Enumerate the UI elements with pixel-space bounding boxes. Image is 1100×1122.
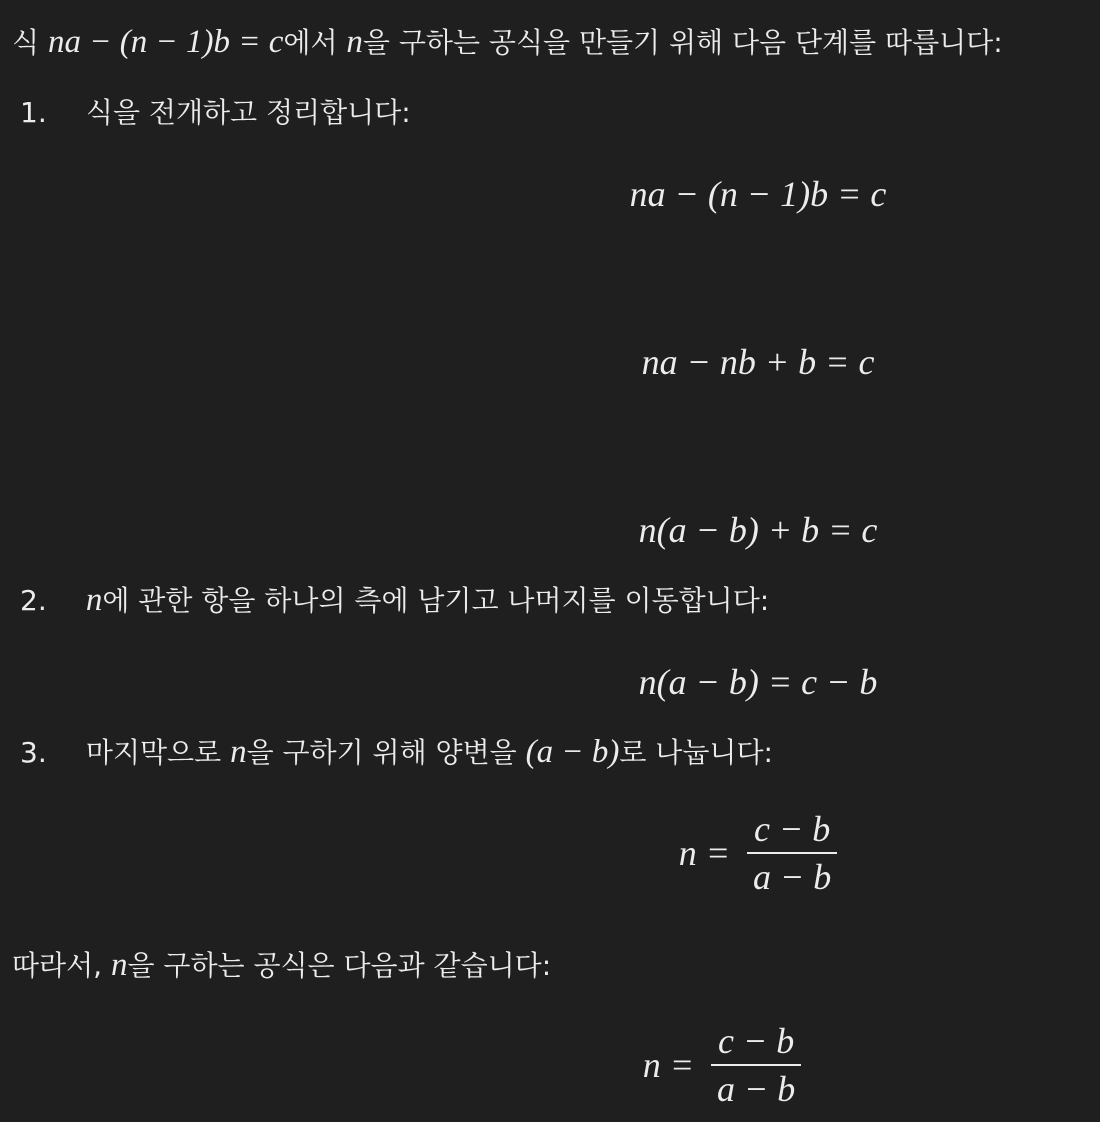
step-1 xyxy=(12,93,411,133)
step-text-before: 마지막으로 xyxy=(85,736,231,769)
conclusion-text-after: 을 구하는 공식은 다음과 같습니다: xyxy=(127,949,552,982)
fraction-1 xyxy=(0,806,1100,900)
final-denominator: a − b xyxy=(717,1069,796,1109)
step-number: 3. xyxy=(20,736,47,769)
step-number: 2. xyxy=(20,584,47,617)
step-text: 에 관한 항을 하나의 측에 남기고 나머지를 이동합니다: xyxy=(102,584,770,617)
final-numerator: c − b xyxy=(711,1018,801,1066)
step-text-after: 로 나눕니다: xyxy=(619,736,773,769)
conclusion-var: n xyxy=(110,947,128,983)
numerator: c − b xyxy=(747,806,837,854)
denominator: a − b xyxy=(753,857,832,897)
intro-line xyxy=(12,22,1003,63)
intro-word: 식 xyxy=(12,26,40,59)
equation-1 xyxy=(0,172,1100,216)
conclusion-line xyxy=(12,945,551,986)
intro-text-rest: 을 구하는 공식을 만들기 위해 다음 단계를 따릅니다: xyxy=(362,26,1003,59)
equation-text: n(a − b) = c − b xyxy=(638,662,878,702)
conclusion-text-before: 따라서, xyxy=(12,949,111,982)
step-expr: (a − b) xyxy=(525,734,620,770)
fraction xyxy=(747,806,837,900)
equation-text: n(a − b) + b = c xyxy=(638,510,878,550)
equation-text: na − nb + b = c xyxy=(641,342,875,382)
equation-2 xyxy=(0,340,1100,384)
equation-4 xyxy=(0,660,1100,704)
equation-text: na − (n − 1)b = c xyxy=(629,174,887,214)
final-lhs: n = xyxy=(642,1045,694,1085)
final-formula xyxy=(0,1018,1100,1112)
step-var: n xyxy=(85,582,103,618)
final-fraction xyxy=(711,1018,801,1112)
step-var: n xyxy=(230,734,247,770)
step-3 xyxy=(12,732,773,773)
fraction-lhs: n = xyxy=(678,833,730,873)
intro-var: n xyxy=(346,24,363,60)
intro-text-after-eq: 에서 xyxy=(283,26,338,59)
step-number: 1. xyxy=(20,96,47,129)
intro-equation: na − (n − 1)b = c xyxy=(47,24,284,60)
step-text: 식을 전개하고 정리합니다: xyxy=(85,96,411,129)
step-text-mid: 을 구하기 위해 양변을 xyxy=(246,736,526,769)
step-2 xyxy=(12,580,769,621)
equation-3 xyxy=(0,508,1100,552)
